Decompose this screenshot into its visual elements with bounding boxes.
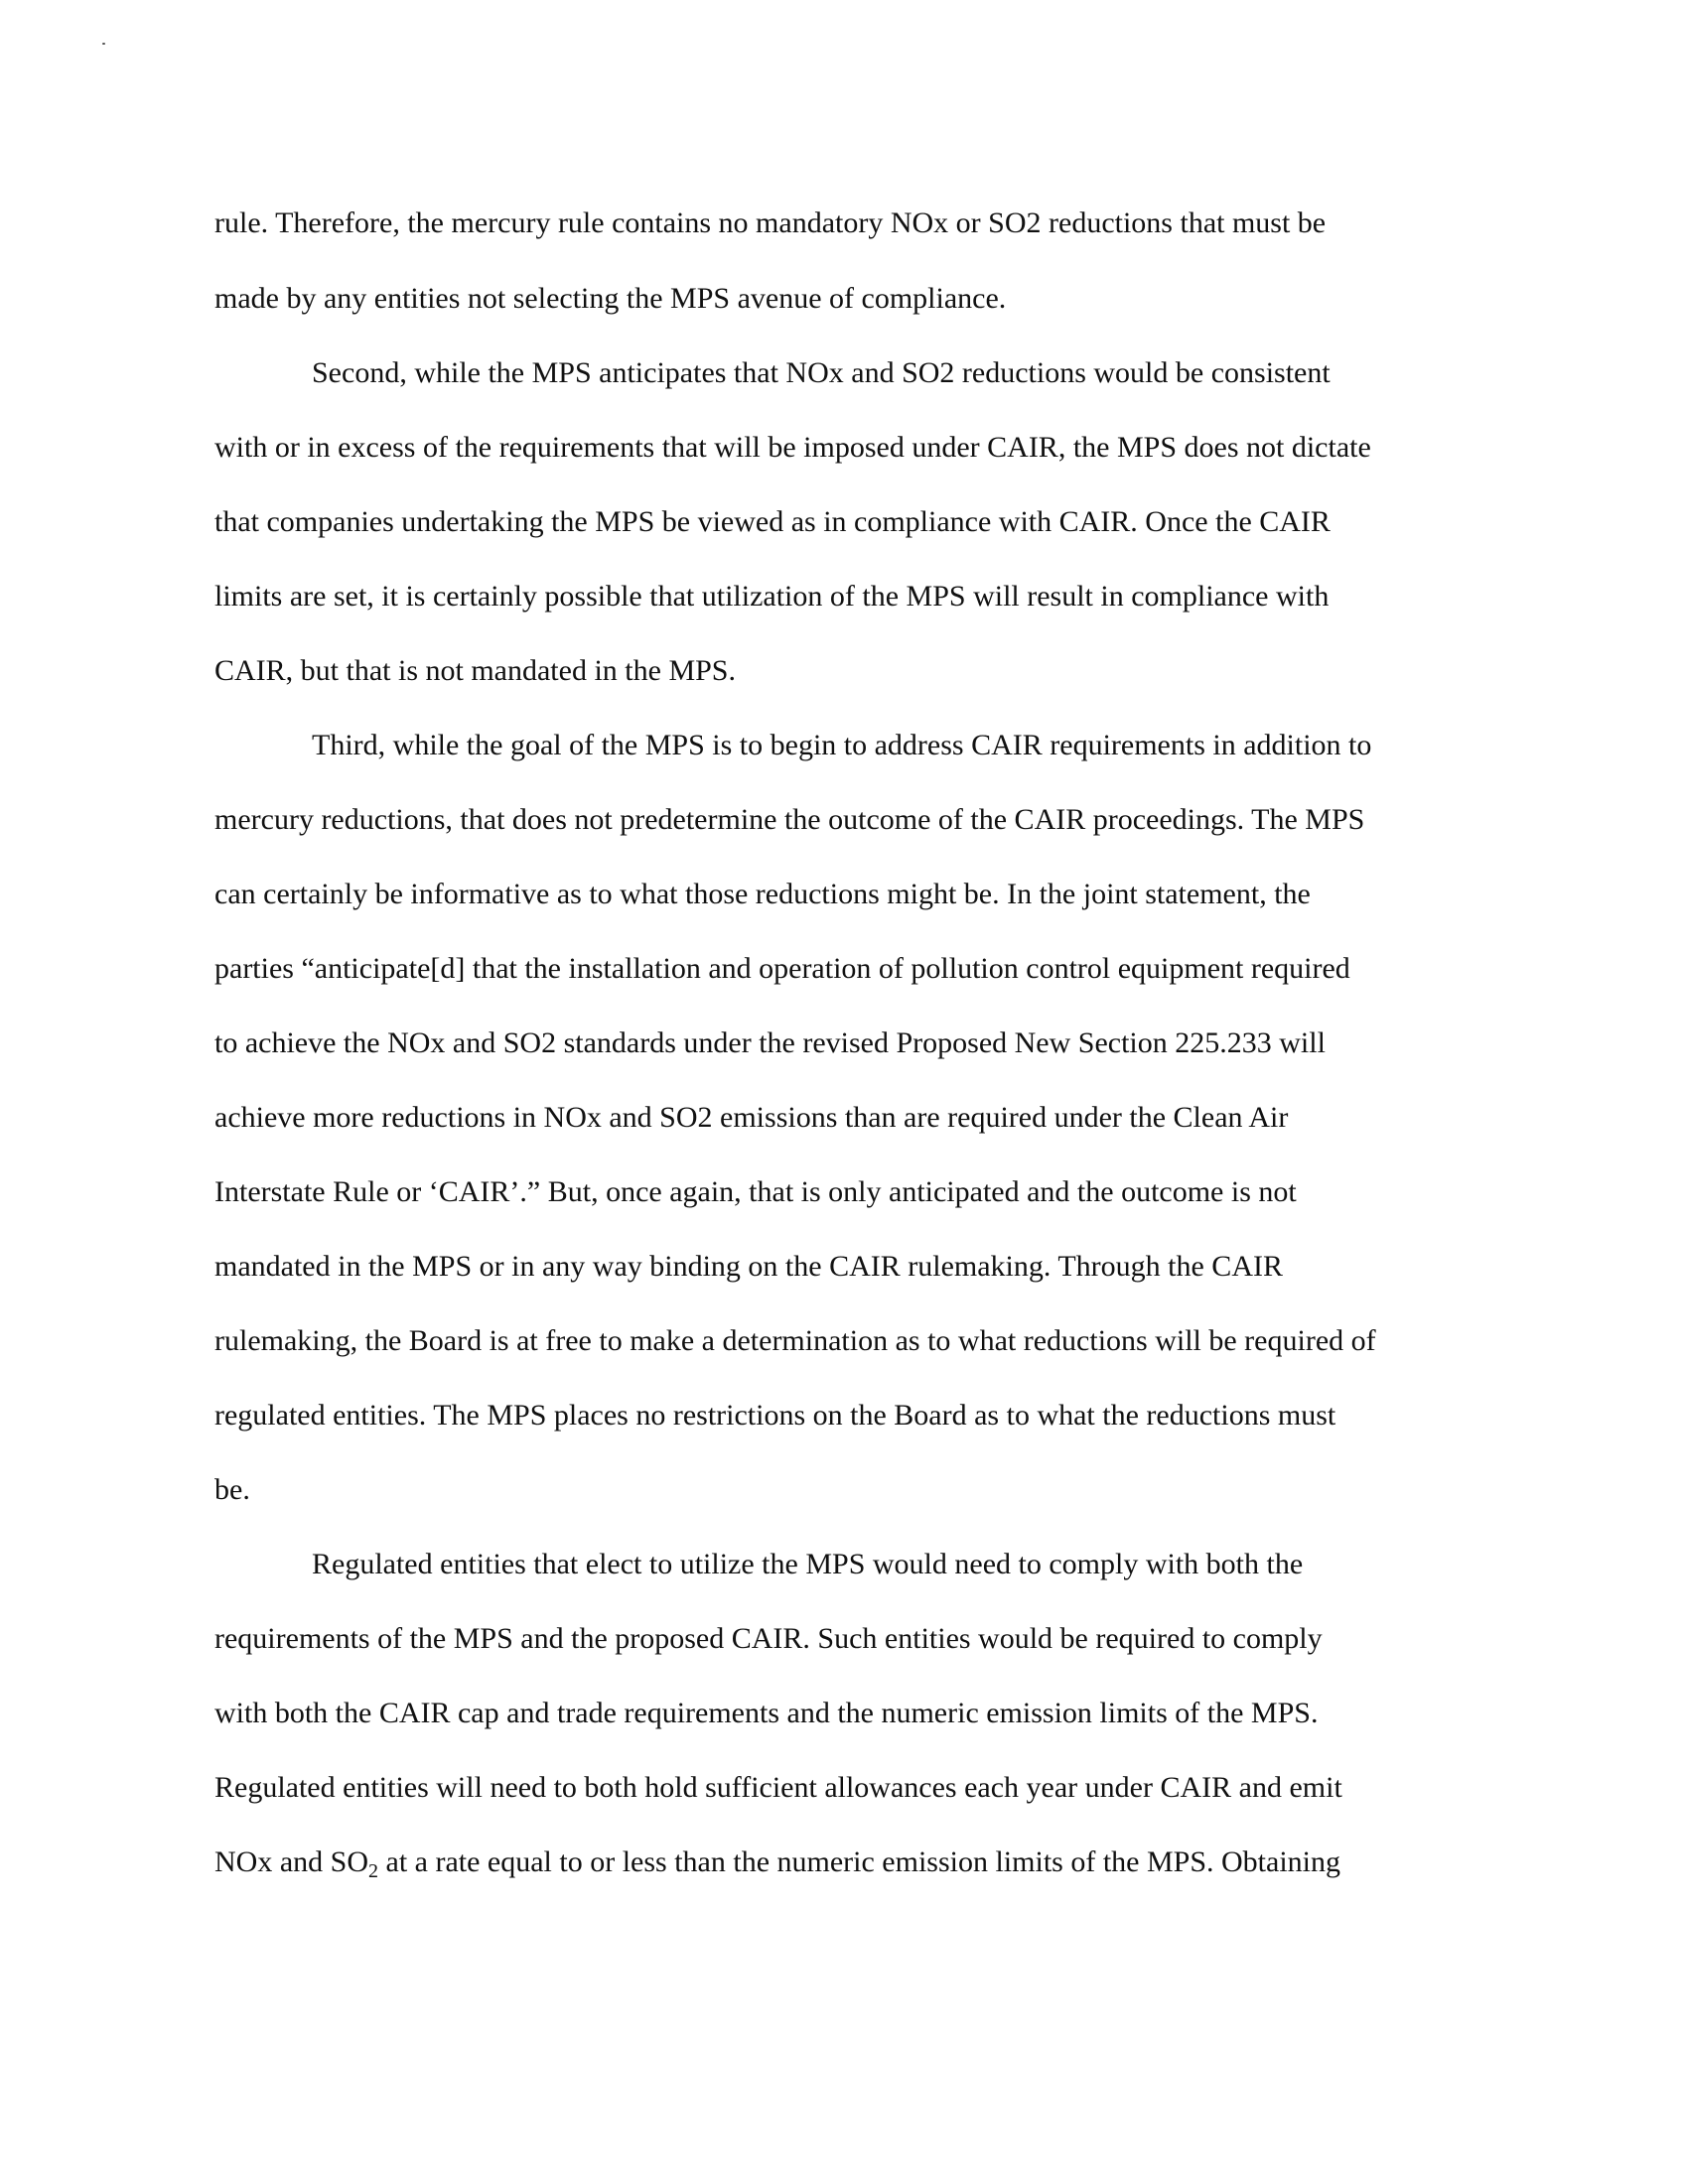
- text-line: requirements of the MPS and the proposed CAIR. Such entities would be required to comply: [214, 1622, 1323, 1655]
- subscript: 2: [368, 1860, 378, 1882]
- text-line: be.: [214, 1473, 250, 1506]
- scan-speck: [102, 43, 105, 45]
- text-line: regulated entities. The MPS places no restrictions on the Board as to what the reductions must: [214, 1399, 1336, 1432]
- text-line: achieve more reductions in NOx and SO2 emissions than are required under the Clean Air: [214, 1101, 1289, 1134]
- text-line: mandated in the MPS or in any way binding on the CAIR rulemaking. Through the CAIR: [214, 1250, 1283, 1283]
- text-fragment: at a rate equal to or less than the numeric emission limits of the MPS. Obtaining: [378, 1845, 1340, 1878]
- text-line: Regulated entities that elect to utilize the MPS would need to comply with both the: [312, 1548, 1304, 1580]
- text-line: Third, while the goal of the MPS is to begin to address CAIR requirements in addition to: [312, 729, 1372, 761]
- text-line: parties “anticipate[d] that the installation and operation of pollution control equipment required: [214, 952, 1350, 985]
- text-line: to achieve the NOx and SO2 standards under the revised Proposed New Section 225.233 will: [214, 1026, 1326, 1059]
- text-line: Interstate Rule or ‘CAIR’.” But, once again, that is only anticipated and the outcome is not: [214, 1175, 1297, 1208]
- text-line: mercury reductions, that does not predetermine the outcome of the CAIR proceedings. The MPS: [214, 803, 1365, 836]
- text-line: Regulated entities will need to both hold sufficient allowances each year under CAIR and emit: [214, 1771, 1342, 1804]
- text-line: made by any entities not selecting the MPS avenue of compliance.: [214, 282, 1007, 315]
- text-line: that companies undertaking the MPS be viewed as in compliance with CAIR. Once the CAIR: [214, 505, 1331, 538]
- text-line: with both the CAIR cap and trade requirements and the numeric emission limits of the MPS.: [214, 1697, 1319, 1729]
- text-line: rule. Therefore, the mercury rule contains no mandatory NOx or SO2 reductions that must be: [214, 206, 1327, 239]
- text-line: CAIR, but that is not mandated in the MPS.: [214, 654, 736, 687]
- text-line: with or in excess of the requirements that will be imposed under CAIR, the MPS does not dictate: [214, 431, 1371, 464]
- text-line: limits are set, it is certainly possible that utilization of the MPS will result in compliance with: [214, 580, 1330, 613]
- text-line: rulemaking, the Board is at free to make a determination as to what reductions will be required of: [214, 1324, 1376, 1357]
- text-fragment: NOx and SO: [214, 1845, 368, 1878]
- text-line: can certainly be informative as to what those reductions might be. In the joint statement, the: [214, 878, 1311, 910]
- text-line: [214, 1845, 1340, 1882]
- text-line: Second, while the MPS anticipates that NOx and SO2 reductions would be consistent: [312, 356, 1331, 389]
